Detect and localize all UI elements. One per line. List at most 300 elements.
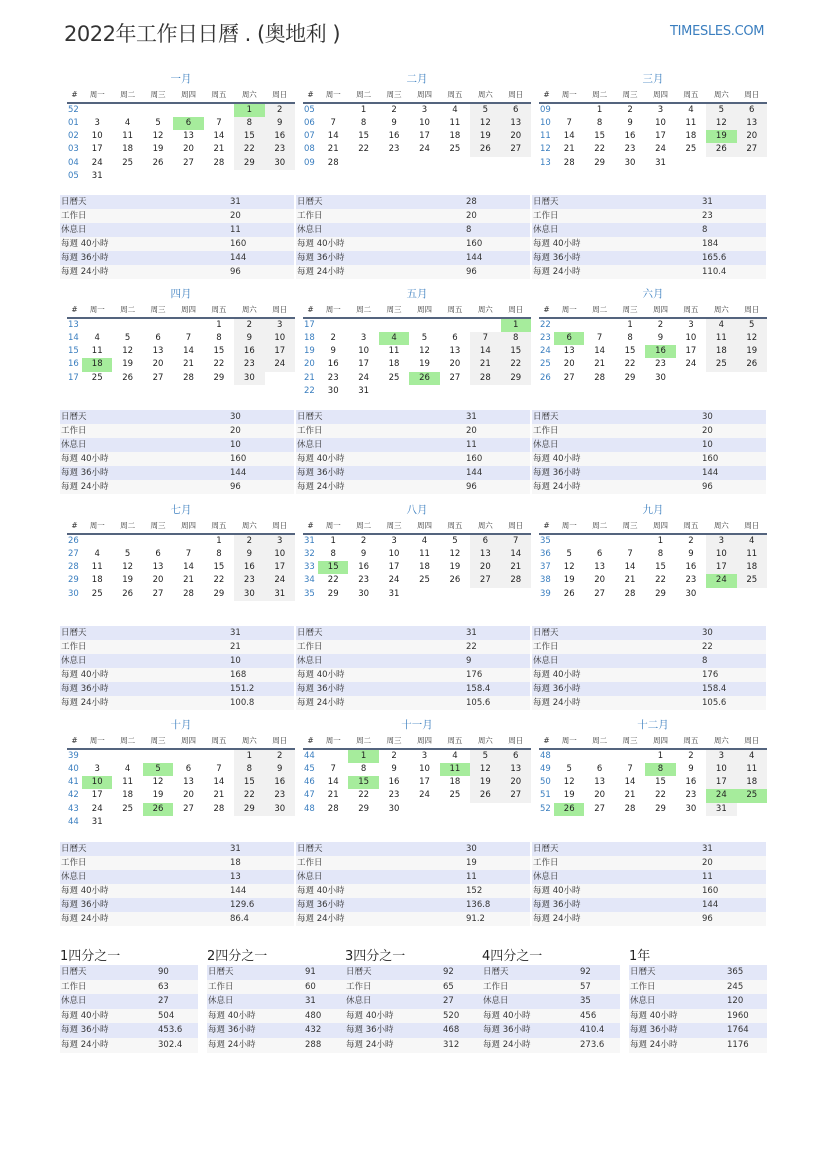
day-cell[interactable]: 30 — [388, 803, 400, 814]
day-cell[interactable]: 21 — [183, 359, 194, 370]
weekend-day-cell[interactable]: 9 — [265, 763, 295, 776]
holiday-day-cell[interactable]: 4 — [379, 332, 409, 345]
day-cell[interactable]: 14 — [624, 777, 636, 788]
holiday-day-cell[interactable]: 1 — [501, 318, 531, 332]
weekend-day-cell[interactable]: 11 — [737, 763, 767, 776]
day-cell[interactable]: 22 — [594, 144, 606, 155]
weekend-day-cell[interactable]: 14 — [470, 345, 500, 358]
day-cell[interactable]: 25 — [685, 144, 697, 155]
day-cell[interactable]: 9 — [657, 333, 664, 344]
day-cell[interactable]: 2 — [657, 320, 664, 330]
day-cell[interactable]: 9 — [360, 549, 367, 560]
weekend-day-cell[interactable]: 3 — [706, 534, 736, 548]
day-cell[interactable]: 12 — [419, 346, 430, 357]
day-cell[interactable]: 18 — [685, 131, 697, 142]
day-cell[interactable]: 13 — [594, 777, 606, 788]
weekend-day-cell[interactable]: 4 — [737, 534, 767, 548]
day-cell[interactable]: 27 — [152, 588, 164, 599]
day-cell[interactable]: 11 — [419, 549, 430, 560]
day-cell[interactable]: 5 — [452, 536, 458, 546]
day-cell[interactable]: 29 — [213, 588, 225, 599]
day-cell[interactable]: 26 — [122, 372, 134, 383]
weekend-day-cell[interactable]: 23 — [234, 574, 264, 587]
weekend-day-cell[interactable]: 20 — [501, 130, 531, 143]
day-cell[interactable]: 15 — [655, 562, 666, 573]
day-cell[interactable]: 12 — [449, 549, 461, 560]
day-cell[interactable]: 26 — [563, 588, 575, 599]
day-cell[interactable]: 14 — [183, 346, 194, 357]
weekend-day-cell[interactable]: 23 — [265, 143, 295, 156]
weekend-day-cell[interactable]: 26 — [470, 143, 500, 156]
day-cell[interactable]: 4 — [124, 118, 131, 129]
day-cell[interactable]: 21 — [213, 144, 225, 155]
day-cell[interactable]: 4 — [452, 105, 458, 115]
day-cell[interactable]: 23 — [358, 575, 370, 586]
day-cell[interactable]: 22 — [213, 359, 225, 370]
weekend-day-cell[interactable]: 23 — [234, 358, 264, 371]
day-cell[interactable]: 1 — [627, 320, 633, 330]
weekend-day-cell[interactable]: 13 — [737, 117, 767, 130]
day-cell[interactable]: 23 — [388, 144, 400, 155]
weekend-day-cell[interactable]: 5 — [470, 103, 500, 117]
day-cell[interactable]: 19 — [449, 562, 461, 573]
weekend-day-cell[interactable]: 25 — [737, 574, 767, 587]
day-cell[interactable]: 31 — [91, 816, 103, 827]
day-cell[interactable]: 5 — [566, 549, 572, 560]
weekend-day-cell[interactable]: 17 — [706, 561, 736, 574]
day-cell[interactable]: 14 — [594, 346, 606, 357]
day-cell[interactable]: 5 — [124, 333, 131, 344]
day-cell[interactable]: 14 — [183, 562, 194, 573]
day-cell[interactable]: 20 — [152, 575, 164, 586]
day-cell[interactable]: 15 — [594, 131, 606, 142]
day-cell[interactable]: 13 — [563, 346, 575, 357]
holiday-day-cell[interactable]: 19 — [706, 130, 736, 143]
day-cell[interactable]: 31 — [91, 170, 103, 181]
day-cell[interactable]: 1 — [657, 536, 664, 546]
day-cell[interactable]: 2 — [391, 105, 397, 115]
day-cell[interactable]: 9 — [688, 764, 694, 775]
day-cell[interactable]: 12 — [122, 346, 134, 357]
day-cell[interactable]: 8 — [216, 333, 222, 344]
weekend-day-cell[interactable]: 12 — [737, 332, 767, 345]
day-cell[interactable]: 24 — [419, 144, 430, 155]
day-cell[interactable]: 17 — [388, 562, 400, 573]
day-cell[interactable]: 10 — [388, 549, 400, 560]
day-cell[interactable]: 20 — [563, 359, 575, 370]
day-cell[interactable]: 18 — [419, 562, 430, 573]
day-cell[interactable]: 26 — [152, 157, 164, 168]
weekend-day-cell[interactable]: 3 — [265, 318, 295, 332]
weekend-day-cell[interactable]: 10 — [265, 332, 295, 345]
day-cell[interactable]: 25 — [122, 157, 134, 168]
weekend-day-cell[interactable]: 24 — [265, 574, 295, 587]
day-cell[interactable]: 28 — [213, 803, 225, 814]
day-cell[interactable]: 1 — [216, 320, 222, 330]
day-cell[interactable]: 21 — [327, 790, 339, 801]
day-cell[interactable]: 24 — [91, 803, 103, 814]
weekend-day-cell[interactable]: 22 — [234, 789, 264, 802]
day-cell[interactable]: 7 — [185, 333, 192, 344]
day-cell[interactable]: 19 — [122, 359, 134, 370]
day-cell[interactable]: 25 — [91, 588, 103, 599]
day-cell[interactable]: 22 — [655, 790, 666, 801]
day-cell[interactable]: 2 — [627, 105, 633, 115]
day-cell[interactable]: 26 — [122, 588, 134, 599]
holiday-day-cell[interactable]: 26 — [409, 372, 439, 385]
day-cell[interactable]: 5 — [124, 549, 131, 560]
weekend-day-cell[interactable]: 27 — [501, 143, 531, 156]
day-cell[interactable]: 27 — [449, 372, 461, 383]
day-cell[interactable]: 13 — [183, 131, 194, 142]
weekend-day-cell[interactable]: 16 — [265, 130, 295, 143]
day-cell[interactable]: 7 — [627, 549, 633, 560]
weekend-day-cell[interactable]: 2 — [234, 318, 264, 332]
weekend-day-cell[interactable]: 4 — [706, 318, 736, 332]
day-cell[interactable]: 30 — [624, 157, 636, 168]
day-cell[interactable]: 1 — [596, 105, 603, 115]
day-cell[interactable]: 6 — [185, 764, 192, 775]
day-cell[interactable]: 16 — [388, 131, 400, 142]
day-cell[interactable]: 23 — [624, 144, 636, 155]
weekend-day-cell[interactable]: 19 — [737, 345, 767, 358]
day-cell[interactable]: 9 — [330, 346, 336, 357]
day-cell[interactable]: 30 — [327, 385, 339, 396]
weekend-day-cell[interactable]: 7 — [470, 332, 500, 345]
day-cell[interactable]: 11 — [91, 562, 103, 573]
day-cell[interactable]: 28 — [563, 157, 575, 168]
day-cell[interactable]: 24 — [358, 372, 370, 383]
weekend-day-cell[interactable]: 22 — [501, 358, 531, 371]
weekend-day-cell[interactable]: 15 — [234, 130, 264, 143]
day-cell[interactable]: 18 — [449, 777, 461, 788]
weekend-day-cell[interactable]: 12 — [470, 763, 500, 776]
day-cell[interactable]: 20 — [183, 144, 194, 155]
weekend-day-cell[interactable]: 2 — [234, 534, 264, 548]
day-cell[interactable]: 1 — [657, 751, 664, 761]
weekend-day-cell[interactable]: 14 — [501, 548, 531, 561]
day-cell[interactable]: 27 — [183, 157, 194, 168]
weekend-day-cell[interactable]: 10 — [265, 548, 295, 561]
weekend-day-cell[interactable]: 18 — [737, 776, 767, 789]
weekend-day-cell[interactable]: 26 — [706, 143, 736, 156]
day-cell[interactable]: 24 — [685, 359, 697, 370]
day-cell[interactable]: 20 — [594, 575, 606, 586]
weekend-day-cell[interactable]: 16 — [265, 776, 295, 789]
day-cell[interactable]: 11 — [122, 131, 134, 142]
day-cell[interactable]: 8 — [657, 549, 664, 560]
day-cell[interactable]: 13 — [594, 562, 606, 573]
weekend-day-cell[interactable]: 27 — [737, 143, 767, 156]
day-cell[interactable]: 3 — [421, 751, 428, 761]
day-cell[interactable]: 1 — [330, 536, 336, 546]
day-cell[interactable]: 20 — [152, 359, 164, 370]
day-cell[interactable]: 28 — [327, 803, 339, 814]
day-cell[interactable]: 4 — [94, 333, 100, 344]
day-cell[interactable]: 31 — [655, 157, 666, 168]
weekend-day-cell[interactable]: 13 — [470, 548, 500, 561]
day-cell[interactable]: 24 — [91, 157, 103, 168]
day-cell[interactable]: 18 — [388, 359, 400, 370]
day-cell[interactable]: 15 — [624, 346, 636, 357]
day-cell[interactable]: 21 — [183, 575, 194, 586]
day-cell[interactable]: 16 — [327, 359, 339, 370]
weekend-day-cell[interactable]: 21 — [470, 358, 500, 371]
day-cell[interactable]: 29 — [594, 157, 606, 168]
day-cell[interactable]: 19 — [152, 790, 164, 801]
day-cell[interactable]: 6 — [596, 764, 603, 775]
weekend-day-cell[interactable]: 13 — [501, 117, 531, 130]
day-cell[interactable]: 17 — [685, 346, 697, 357]
day-cell[interactable]: 13 — [183, 777, 194, 788]
holiday-day-cell[interactable]: 15 — [348, 776, 378, 789]
day-cell[interactable]: 2 — [330, 333, 336, 344]
day-cell[interactable]: 15 — [213, 562, 225, 573]
day-cell[interactable]: 3 — [360, 333, 367, 344]
day-cell[interactable]: 29 — [655, 588, 666, 599]
weekend-day-cell[interactable]: 20 — [737, 130, 767, 143]
day-cell[interactable]: 22 — [358, 790, 370, 801]
day-cell[interactable]: 27 — [594, 803, 606, 814]
day-cell[interactable]: 9 — [391, 764, 397, 775]
weekend-day-cell[interactable]: 31 — [706, 803, 736, 816]
day-cell[interactable]: 21 — [594, 359, 606, 370]
day-cell[interactable]: 14 — [624, 562, 636, 573]
day-cell[interactable]: 22 — [624, 359, 636, 370]
day-cell[interactable]: 3 — [94, 764, 100, 775]
day-cell[interactable]: 20 — [594, 790, 606, 801]
weekend-day-cell[interactable]: 7 — [501, 534, 531, 548]
day-cell[interactable]: 3 — [391, 536, 397, 546]
day-cell[interactable]: 25 — [91, 372, 103, 383]
day-cell[interactable]: 2 — [391, 751, 397, 761]
day-cell[interactable]: 5 — [421, 333, 428, 344]
weekend-day-cell[interactable]: 25 — [706, 358, 736, 371]
day-cell[interactable]: 14 — [213, 777, 225, 788]
weekend-day-cell[interactable]: 17 — [265, 561, 295, 574]
day-cell[interactable]: 22 — [358, 144, 370, 155]
weekend-day-cell[interactable]: 12 — [470, 117, 500, 130]
day-cell[interactable]: 30 — [685, 588, 697, 599]
day-cell[interactable]: 18 — [91, 575, 103, 586]
weekend-day-cell[interactable]: 10 — [706, 763, 736, 776]
weekend-day-cell[interactable]: 29 — [501, 372, 531, 385]
day-cell[interactable]: 20 — [183, 790, 194, 801]
weekend-day-cell[interactable]: 30 — [234, 372, 264, 385]
day-cell[interactable]: 16 — [388, 777, 400, 788]
holiday-day-cell[interactable]: 11 — [440, 763, 470, 776]
day-cell[interactable]: 28 — [624, 588, 636, 599]
day-cell[interactable]: 12 — [563, 777, 575, 788]
weekend-day-cell[interactable]: 28 — [501, 574, 531, 587]
day-cell[interactable]: 14 — [563, 131, 575, 142]
day-cell[interactable]: 16 — [358, 562, 370, 573]
day-cell[interactable]: 3 — [421, 105, 428, 115]
weekend-day-cell[interactable]: 6 — [501, 103, 531, 117]
day-cell[interactable]: 18 — [122, 790, 134, 801]
day-cell[interactable]: 17 — [655, 131, 666, 142]
day-cell[interactable]: 25 — [449, 144, 461, 155]
day-cell[interactable]: 5 — [155, 118, 161, 129]
weekend-day-cell[interactable]: 15 — [234, 776, 264, 789]
weekend-day-cell[interactable]: 19 — [470, 776, 500, 789]
day-cell[interactable]: 24 — [419, 790, 430, 801]
weekend-day-cell[interactable]: 23 — [265, 789, 295, 802]
day-cell[interactable]: 7 — [216, 118, 222, 129]
day-cell[interactable]: 14 — [327, 131, 339, 142]
day-cell[interactable]: 23 — [685, 790, 697, 801]
day-cell[interactable]: 22 — [213, 575, 225, 586]
day-cell[interactable]: 3 — [688, 320, 694, 330]
weekend-day-cell[interactable]: 8 — [501, 332, 531, 345]
weekend-day-cell[interactable]: 11 — [737, 548, 767, 561]
day-cell[interactable]: 7 — [627, 764, 633, 775]
day-cell[interactable]: 13 — [449, 346, 461, 357]
weekend-day-cell[interactable]: 18 — [737, 561, 767, 574]
day-cell[interactable]: 8 — [596, 118, 603, 129]
day-cell[interactable]: 18 — [449, 131, 461, 142]
day-cell[interactable]: 19 — [563, 575, 575, 586]
day-cell[interactable]: 23 — [685, 575, 697, 586]
weekend-day-cell[interactable]: 22 — [234, 143, 264, 156]
weekend-day-cell[interactable]: 9 — [234, 548, 264, 561]
day-cell[interactable]: 27 — [183, 803, 194, 814]
day-cell[interactable]: 21 — [624, 575, 636, 586]
day-cell[interactable]: 29 — [358, 803, 370, 814]
day-cell[interactable]: 6 — [452, 333, 458, 344]
day-cell[interactable]: 4 — [94, 549, 100, 560]
day-cell[interactable]: 18 — [122, 144, 134, 155]
weekend-day-cell[interactable]: 6 — [501, 749, 531, 763]
day-cell[interactable]: 16 — [624, 131, 636, 142]
day-cell[interactable]: 19 — [152, 144, 164, 155]
day-cell[interactable]: 10 — [91, 131, 103, 142]
day-cell[interactable]: 28 — [183, 372, 194, 383]
weekend-day-cell[interactable]: 3 — [706, 749, 736, 763]
day-cell[interactable]: 28 — [213, 157, 225, 168]
weekend-day-cell[interactable]: 27 — [470, 574, 500, 587]
weekend-day-cell[interactable]: 30 — [234, 588, 264, 601]
day-cell[interactable]: 25 — [449, 790, 461, 801]
day-cell[interactable]: 15 — [358, 131, 370, 142]
day-cell[interactable]: 22 — [655, 575, 666, 586]
day-cell[interactable]: 17 — [358, 359, 370, 370]
day-cell[interactable]: 8 — [627, 333, 633, 344]
weekend-day-cell[interactable]: 5 — [706, 103, 736, 117]
day-cell[interactable]: 29 — [624, 372, 636, 383]
day-cell[interactable]: 9 — [391, 118, 397, 129]
holiday-day-cell[interactable]: 26 — [143, 803, 173, 816]
day-cell[interactable]: 22 — [327, 575, 339, 586]
weekend-day-cell[interactable]: 21 — [501, 561, 531, 574]
holiday-day-cell[interactable]: 18 — [82, 358, 112, 371]
weekend-day-cell[interactable]: 6 — [470, 534, 500, 548]
day-cell[interactable]: 10 — [358, 346, 370, 357]
holiday-day-cell[interactable]: 25 — [737, 789, 767, 802]
day-cell[interactable]: 7 — [330, 118, 336, 129]
day-cell[interactable]: 11 — [122, 777, 134, 788]
day-cell[interactable]: 2 — [688, 536, 694, 546]
day-cell[interactable]: 4 — [688, 105, 694, 115]
weekend-day-cell[interactable]: 13 — [501, 763, 531, 776]
day-cell[interactable]: 10 — [419, 764, 430, 775]
day-cell[interactable]: 21 — [327, 144, 339, 155]
weekend-day-cell[interactable]: 10 — [706, 548, 736, 561]
day-cell[interactable]: 8 — [360, 764, 367, 775]
day-cell[interactable]: 12 — [152, 777, 164, 788]
day-cell[interactable]: 21 — [213, 790, 225, 801]
weekend-day-cell[interactable]: 8 — [234, 763, 264, 776]
day-cell[interactable]: 7 — [185, 549, 192, 560]
day-cell[interactable]: 15 — [213, 346, 225, 357]
weekend-day-cell[interactable]: 28 — [470, 372, 500, 385]
day-cell[interactable]: 23 — [388, 790, 400, 801]
day-cell[interactable]: 21 — [563, 144, 575, 155]
day-cell[interactable]: 11 — [91, 346, 103, 357]
holiday-day-cell[interactable]: 1 — [234, 103, 264, 117]
day-cell[interactable]: 23 — [327, 372, 339, 383]
day-cell[interactable]: 7 — [596, 333, 603, 344]
day-cell[interactable]: 29 — [327, 588, 339, 599]
holiday-day-cell[interactable]: 10 — [82, 776, 112, 789]
day-cell[interactable]: 26 — [449, 575, 461, 586]
day-cell[interactable]: 30 — [685, 803, 697, 814]
holiday-day-cell[interactable]: 24 — [706, 789, 736, 802]
weekend-day-cell[interactable]: 4 — [737, 749, 767, 763]
day-cell[interactable]: 7 — [566, 118, 572, 129]
day-cell[interactable]: 27 — [563, 372, 575, 383]
weekend-day-cell[interactable]: 9 — [265, 117, 295, 130]
day-cell[interactable]: 30 — [358, 588, 370, 599]
day-cell[interactable]: 3 — [657, 105, 664, 115]
weekend-day-cell[interactable]: 6 — [737, 103, 767, 117]
day-cell[interactable]: 12 — [122, 562, 134, 573]
weekend-day-cell[interactable]: 30 — [265, 157, 295, 170]
weekend-day-cell[interactable]: 29 — [234, 803, 264, 816]
brand-logo-text[interactable]: TIMESLES.COM — [670, 24, 765, 39]
day-cell[interactable]: 25 — [122, 803, 134, 814]
day-cell[interactable]: 6 — [155, 333, 161, 344]
day-cell[interactable]: 6 — [596, 549, 603, 560]
day-cell[interactable]: 9 — [688, 549, 694, 560]
holiday-day-cell[interactable]: 1 — [348, 749, 378, 763]
weekend-day-cell[interactable]: 31 — [265, 588, 295, 601]
weekend-day-cell[interactable]: 15 — [501, 345, 531, 358]
day-cell[interactable]: 8 — [330, 549, 336, 560]
day-cell[interactable]: 13 — [152, 346, 164, 357]
weekend-day-cell[interactable]: 18 — [706, 345, 736, 358]
day-cell[interactable]: 9 — [627, 118, 633, 129]
day-cell[interactable]: 25 — [388, 372, 400, 383]
day-cell[interactable]: 3 — [94, 118, 100, 129]
day-cell[interactable]: 19 — [419, 359, 430, 370]
day-cell[interactable]: 27 — [594, 588, 606, 599]
day-cell[interactable]: 24 — [655, 144, 666, 155]
day-cell[interactable]: 1 — [216, 536, 222, 546]
day-cell[interactable]: 12 — [563, 562, 575, 573]
day-cell[interactable]: 28 — [327, 157, 339, 168]
day-cell[interactable]: 21 — [624, 790, 636, 801]
day-cell[interactable]: 14 — [327, 777, 339, 788]
day-cell[interactable]: 20 — [449, 359, 461, 370]
weekend-day-cell[interactable]: 3 — [265, 534, 295, 548]
day-cell[interactable]: 29 — [213, 372, 225, 383]
day-cell[interactable]: 2 — [688, 751, 694, 761]
day-cell[interactable]: 31 — [388, 588, 400, 599]
weekend-day-cell[interactable]: 20 — [501, 776, 531, 789]
weekend-day-cell[interactable]: 2 — [265, 749, 295, 763]
day-cell[interactable]: 10 — [685, 333, 697, 344]
